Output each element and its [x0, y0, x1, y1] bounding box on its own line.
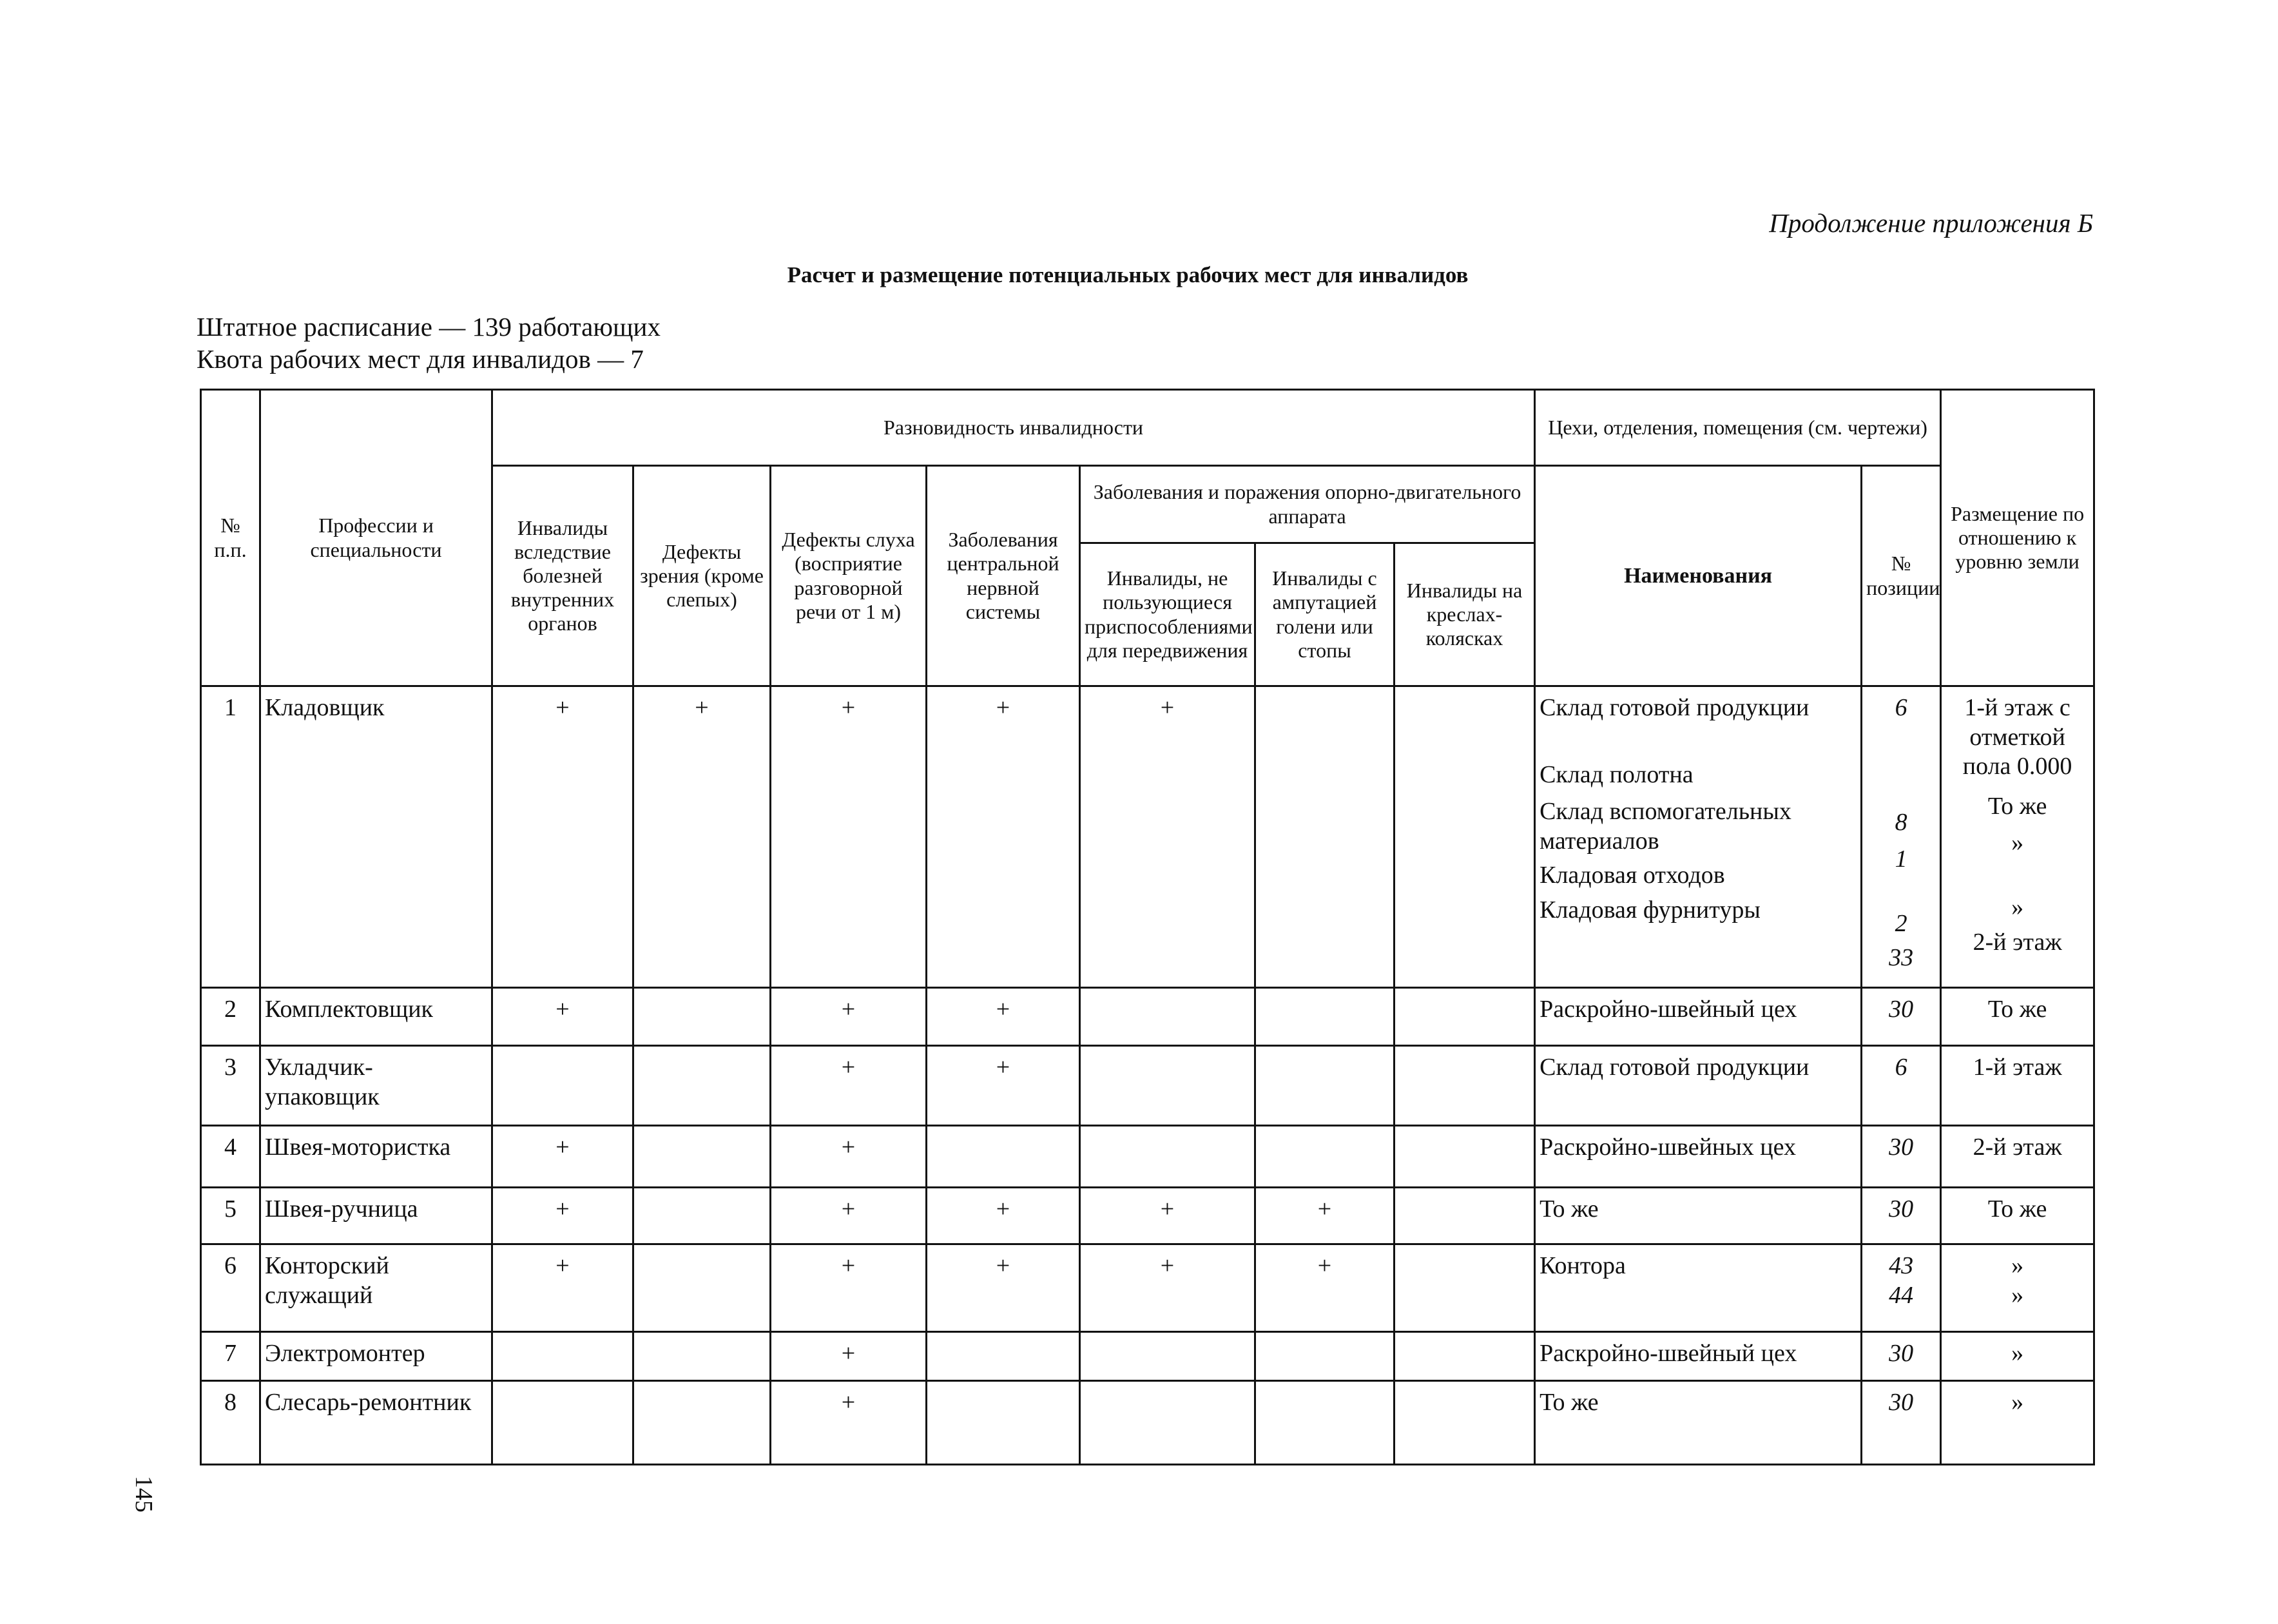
row-profession: Конторский служащий — [260, 1244, 492, 1332]
mark-no-aids — [1080, 988, 1255, 1046]
mark-wheelchair — [1395, 988, 1535, 1046]
mark-internal — [492, 1332, 633, 1381]
row-profession: Комплектовщик — [260, 988, 492, 1046]
mark-amputation: + — [1255, 1244, 1395, 1332]
header-musculoskeletal: Заболевания и поражения опорно-двигательного аппарата — [1080, 466, 1535, 543]
mark-hearing: + — [771, 1244, 927, 1332]
location-name: Склад вспомогательных материалов — [1540, 798, 1791, 855]
location-name: Склад полотна — [1540, 760, 1694, 788]
document-title: Расчет и размещение потенциальных рабочих мест для инвалидов — [787, 262, 1469, 287]
row-number: 3 — [201, 1046, 260, 1126]
table-row — [201, 1332, 2094, 1381]
mark-no-aids — [1080, 1046, 1255, 1126]
mark-internal: + — [492, 1126, 633, 1188]
header-disability-types: Разновидность инвалидности — [492, 390, 1535, 466]
mark-internal: + — [492, 1188, 633, 1244]
header-no-aids: Инвалиды, не пользующиеся приспособлениями для передвижения — [1080, 543, 1255, 686]
header-internal: Инвалиды вследствие болезней внутренних органов — [492, 466, 633, 686]
mark-no-aids — [1080, 1332, 1255, 1381]
mark-hearing: + — [771, 1381, 927, 1465]
mark-vision — [633, 1244, 771, 1332]
table-row — [201, 1188, 2094, 1244]
mark-internal: + — [492, 686, 633, 988]
row-number: 1 — [201, 686, 260, 988]
location-position: 30 — [1862, 1381, 1941, 1465]
page-number: 145 — [130, 1476, 157, 1513]
location-placement: » — [2011, 1281, 2024, 1309]
row-number: 2 — [201, 988, 260, 1046]
location-position: 1 — [1895, 846, 1907, 873]
mark-nervous — [927, 1332, 1080, 1381]
mark-internal: + — [492, 1244, 633, 1332]
location-placement: То же — [1941, 988, 2094, 1046]
mark-wheelchair — [1395, 1381, 1535, 1465]
row-profession: Укладчик-упаковщик — [260, 1046, 492, 1126]
mark-amputation — [1255, 1126, 1395, 1188]
location-placement: То же — [1987, 792, 2047, 820]
location-name: То же — [1535, 1188, 1862, 1244]
mark-internal — [492, 1381, 633, 1465]
location-name: Раскройно-швейных цех — [1535, 1126, 1862, 1188]
mark-vision — [633, 1188, 771, 1244]
mark-nervous — [927, 1126, 1080, 1188]
row-number: 5 — [201, 1188, 260, 1244]
staff-line: Штатное расписание — 139 работающих — [197, 312, 661, 342]
header-position: № позиции — [1862, 466, 1941, 686]
mark-nervous: + — [927, 686, 1080, 988]
mark-internal — [492, 1046, 633, 1126]
mark-wheelchair — [1395, 1126, 1535, 1188]
location-position: 33 — [1889, 944, 1914, 972]
location-position: 30 — [1862, 1126, 1941, 1188]
mark-no-aids — [1080, 1126, 1255, 1188]
row-profession: Электромонтер — [260, 1332, 492, 1381]
table-row — [201, 1126, 2094, 1188]
row-profession: Швея-мотористка — [260, 1126, 492, 1188]
table-row — [201, 988, 2094, 1046]
location-name: Склад готовой продукции — [1535, 1046, 1862, 1126]
mark-wheelchair — [1395, 686, 1535, 988]
location-position: 43 — [1889, 1252, 1914, 1279]
location-placement: » — [2011, 893, 2024, 921]
mark-nervous: + — [927, 1046, 1080, 1126]
location-placement: То же — [1941, 1188, 2094, 1244]
location-name: Кладовая отходов — [1540, 862, 1725, 889]
staff-info — [197, 311, 661, 375]
header-names: Наименования — [1535, 466, 1862, 686]
mark-vision: + — [633, 686, 771, 988]
row-profession: Слесарь-ремонтник — [260, 1381, 492, 1465]
mark-internal: + — [492, 988, 633, 1046]
location-name: Склад готовой продукции — [1540, 694, 1810, 721]
row-number: 7 — [201, 1332, 260, 1381]
mark-nervous: + — [927, 988, 1080, 1046]
table-row — [201, 1046, 2094, 1126]
mark-hearing: + — [771, 1046, 927, 1126]
placement-table — [200, 389, 2095, 1465]
quota-line: Квота рабочих мест для инвалидов — 7 — [197, 344, 644, 374]
mark-no-aids: + — [1080, 1188, 1255, 1244]
mark-hearing: + — [771, 988, 927, 1046]
location-name: Раскройно-швейный цех — [1535, 988, 1862, 1046]
mark-vision — [633, 1332, 771, 1381]
location-placement: 1-й этаж с отметкой пола 0.000 — [1962, 694, 2072, 780]
mark-hearing: + — [771, 1126, 927, 1188]
row-number: 6 — [201, 1244, 260, 1332]
location-position: 8 — [1895, 808, 1907, 836]
mark-amputation — [1255, 988, 1395, 1046]
mark-nervous: + — [927, 1188, 1080, 1244]
location-position: 6 — [1895, 694, 1907, 721]
mark-amputation: + — [1255, 1188, 1395, 1244]
mark-amputation — [1255, 1381, 1395, 1465]
location-placement: » — [1941, 1332, 2094, 1381]
mark-no-aids: + — [1080, 686, 1255, 988]
header-shops: Цехи, отделения, помещения (см. чертежи) — [1535, 390, 1941, 466]
location-placement: 2-й этаж — [1941, 1126, 2094, 1188]
continuation-note: Продолжение приложения Б — [1769, 208, 2093, 238]
row-profession: Кладовщик — [260, 686, 492, 988]
mark-vision — [633, 1381, 771, 1465]
header-wheelchair: Инвалиды на креслах-колясках — [1395, 543, 1535, 686]
location-position: 30 — [1862, 1188, 1941, 1244]
row-number: 4 — [201, 1126, 260, 1188]
mark-amputation — [1255, 1046, 1395, 1126]
location-position: 2 — [1895, 909, 1907, 937]
mark-amputation — [1255, 686, 1395, 988]
row-number: 8 — [201, 1381, 260, 1465]
mark-nervous: + — [927, 1244, 1080, 1332]
location-positions — [1862, 686, 1941, 988]
mark-vision — [633, 1046, 771, 1126]
location-position: 30 — [1862, 1332, 1941, 1381]
location-position: 30 — [1862, 988, 1941, 1046]
location-placement: 1-й этаж — [1941, 1046, 2094, 1126]
table-row — [201, 1381, 2094, 1465]
mark-wheelchair — [1395, 1332, 1535, 1381]
mark-no-aids — [1080, 1381, 1255, 1465]
location-placements — [1941, 686, 2094, 988]
location-position: 44 — [1889, 1281, 1914, 1309]
header-amputation: Инвалиды с ампутацией голени или стопы — [1255, 543, 1395, 686]
location-name: Кладовая фурнитуры — [1540, 896, 1761, 923]
location-placement: » — [1941, 1381, 2094, 1465]
mark-wheelchair — [1395, 1188, 1535, 1244]
mark-amputation — [1255, 1332, 1395, 1381]
table-row — [201, 1244, 2094, 1332]
header-placement: Размещение по отношению к уровню земли — [1941, 390, 2094, 686]
location-positions — [1862, 1244, 1941, 1332]
location-placement: » — [2011, 829, 2024, 857]
mark-vision — [633, 1126, 771, 1188]
location-position: 6 — [1862, 1046, 1941, 1126]
header-num: № п.п. — [201, 390, 260, 686]
mark-wheelchair — [1395, 1244, 1535, 1332]
mark-wheelchair — [1395, 1046, 1535, 1126]
mark-nervous — [927, 1381, 1080, 1465]
mark-vision — [633, 988, 771, 1046]
header-hearing: Дефекты слуха (восприятие разговорной речи от 1 м) — [771, 466, 927, 686]
header-profession: Профессии и специальности — [260, 390, 492, 686]
header-vision: Дефекты зрения (кроме слепых) — [633, 466, 771, 686]
location-name: Контора — [1535, 1244, 1862, 1332]
location-name: Раскройно-швейный цех — [1535, 1332, 1862, 1381]
location-placements — [1941, 1244, 2094, 1332]
mark-hearing: + — [771, 686, 927, 988]
location-placement: » — [2011, 1252, 2024, 1279]
mark-hearing: + — [771, 1188, 927, 1244]
location-names — [1535, 686, 1862, 988]
table-row — [201, 686, 2094, 988]
row-profession: Швея-ручница — [260, 1188, 492, 1244]
mark-hearing: + — [771, 1332, 927, 1381]
location-placement: 2-й этаж — [1973, 928, 2062, 956]
header-nervous: Заболевания центральной нервной системы — [927, 466, 1080, 686]
mark-no-aids: + — [1080, 1244, 1255, 1332]
location-name: То же — [1535, 1381, 1862, 1465]
